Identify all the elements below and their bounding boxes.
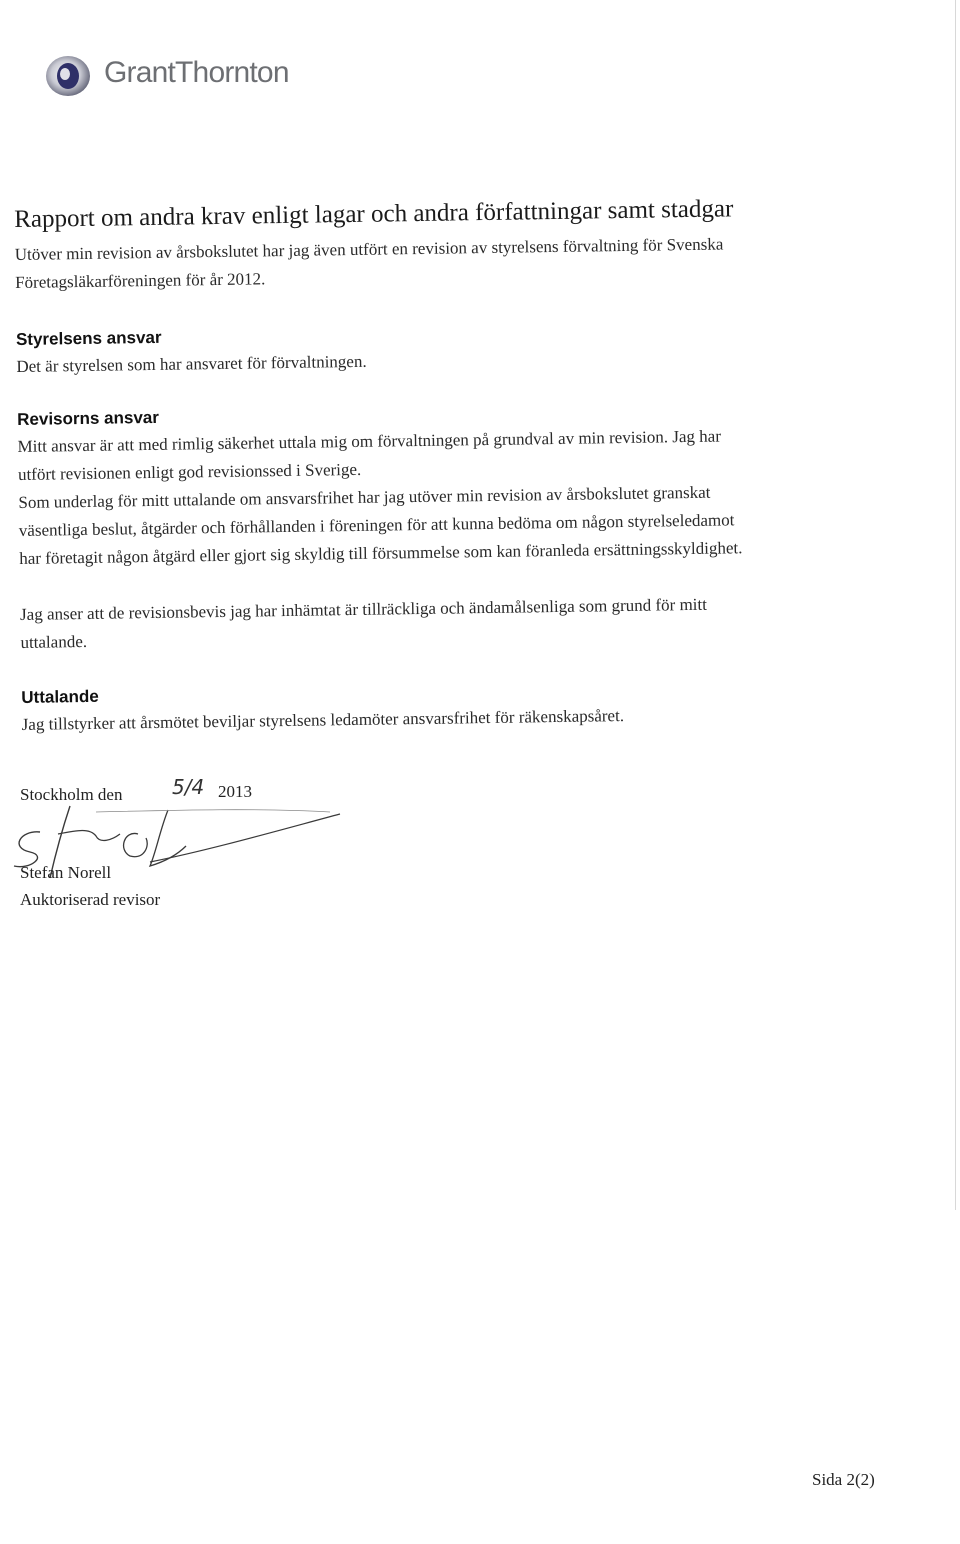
heading-styrelsens-ansvar: Styrelsens ansvar — [15, 327, 162, 349]
signer-name: Stefan Norell — [20, 863, 112, 882]
report-content — [14, 192, 874, 734]
place-prefix: Stockholm den — [20, 785, 123, 804]
page-number: Sida 2(2) — [812, 1470, 875, 1489]
para2-line-1: Som underlag för mitt uttalande om ansvarsfrihet har jag utöver min revision av årsbokslutet granskat — [18, 482, 711, 512]
intro-line-1: Utöver min revision av årsbokslutet har jag även utfört en revision av styrelsens förvaltning för Svenska — [14, 234, 724, 264]
scan-edge-line — [955, 0, 956, 1210]
heading-revisorns-ansvar: Revisorns ansvar — [17, 407, 160, 429]
report-title: Rapport om andra krav enligt lagar och andra författningar samt stadgar — [14, 195, 734, 233]
revisorns-ansvar-para-3 — [20, 591, 708, 657]
signer-role: Auktoriserad revisor — [20, 890, 161, 909]
para1-line-2: utfört revisionen enligt god revisionssed i Sverige. — [17, 459, 362, 484]
para2-line-2: väsentliga beslut, åtgärder och förhållanden i föreningen för att kunna bedöma om någon styrelseledamot — [18, 510, 735, 540]
signature-year: 2013 — [218, 782, 252, 801]
intro-line-2: Företagsläkarföreningen för år 2012. — [15, 269, 266, 292]
logo-text: GrantThornton — [104, 56, 289, 89]
para3-line-2: uttalande. — [20, 631, 88, 652]
para3-line-1: Jag anser att de revisionsbevis jag har inhämtat är tillräckliga och ändamålsenliga som grund för mitt — [19, 594, 708, 624]
intro-paragraph — [15, 230, 724, 297]
styrelsens-ansvar-text: Det är styrelsen som har ansvaret för förvaltningen. — [16, 351, 367, 376]
para2-line-3: har företagit någon åtgärd eller gjort sig skyldig till försummelse som kan föranleda ersättningsskyldighet. — [19, 538, 743, 568]
logo-orb-icon — [44, 52, 96, 100]
heading-uttalande: Uttalande — [21, 686, 99, 707]
handwritten-date: 5/4 — [172, 775, 205, 799]
revisorns-ansvar-para-2 — [18, 478, 742, 573]
revisorns-ansvar-para-1 — [17, 420, 870, 489]
uttalande-text: Jag tillstyrker att årsmötet beviljar styrelsens ledamöter ansvarsfrihet för räkenskapsåret. — [21, 706, 625, 734]
para1-line-1: Mitt ansvar är att med rimlig säkerhet uttala mig om förvaltningen på grundval av min revision. Jag har — [17, 426, 722, 456]
